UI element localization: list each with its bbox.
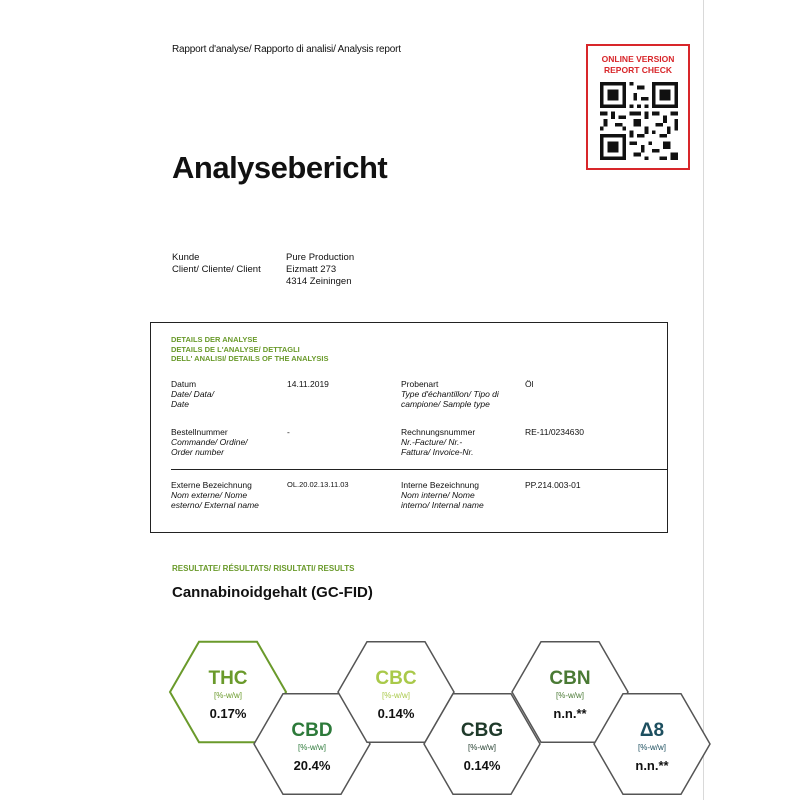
hex-name: Δ8 (639, 720, 665, 741)
qr-title (588, 54, 688, 76)
order-label-sub2: Order number (171, 447, 224, 457)
hex-unit: [%-w/w] (382, 691, 410, 700)
invoice-value: RE-11/0234630 (525, 427, 584, 437)
client-label (172, 252, 261, 276)
date-label-main: Datum (171, 379, 197, 389)
hex-unit: [%-w/w] (556, 691, 584, 700)
internal-name-label (401, 480, 484, 510)
hex-value: 20.4% (293, 758, 331, 773)
hex-value: 0.17% (209, 706, 247, 721)
date-label-sub1: Date/ Data/ (171, 389, 214, 399)
hex-name: CBN (549, 668, 591, 689)
date-value: 14.11.2019 (287, 379, 329, 389)
sample-type-label-sub1: Type d'échantillon/ Tipo di (401, 389, 499, 399)
client-address (286, 252, 354, 288)
sample-type-label-sub2: campione/ Sample type (401, 399, 490, 409)
external-name-label-sub2: esterno/ External name (171, 500, 259, 510)
analysis-details-box (150, 322, 668, 533)
hex-value: n.n.** (553, 706, 587, 721)
hex-name: CBC (375, 668, 417, 689)
order-value: - (287, 427, 290, 437)
internal-name-label-main: Interne Bezeichnung (401, 480, 479, 490)
invoice-label (401, 427, 475, 457)
details-divider (171, 469, 667, 470)
internal-name-label-sub1: Nom interne/ Nome (401, 490, 475, 500)
details-heading (171, 335, 329, 364)
client-label-line2: Client/ Cliente/ Client (172, 264, 261, 275)
hex-name: CBD (291, 720, 333, 741)
details-heading-line1: DETAILS DER ANALYSE (171, 335, 258, 344)
results-heading: RESULTATE/ RÉSULTATS/ RISULTATI/ RESULTS (172, 564, 355, 573)
invoice-label-main: Rechnungsnummer (401, 427, 476, 437)
external-name-label (171, 480, 259, 510)
order-label-main: Bestellnummer (171, 427, 228, 437)
page-title: Analysebericht (172, 150, 388, 185)
qr-title-line2: REPORT CHECK (603, 65, 672, 75)
hex-value: 0.14% (377, 706, 415, 721)
external-name-value: OL.20.02.13.11.03 (287, 480, 349, 489)
client-name: Pure Production (286, 252, 355, 263)
qr-title-line1: ONLINE VERSION (601, 54, 675, 64)
hex-name: CBG (460, 720, 504, 741)
internal-name-label-sub2: interno/ Internal name (401, 500, 484, 510)
client-label-line1: Kunde (172, 252, 200, 263)
results-title: Cannabinoidgehalt (GC-FID) (172, 584, 373, 601)
client-street: Eizmatt 273 (286, 264, 337, 275)
external-name-label-main: Externe Bezeichnung (171, 480, 252, 490)
online-report-check[interactable] (586, 44, 690, 170)
sample-type-label (401, 379, 499, 409)
hex-unit: [%-w/w] (468, 743, 496, 752)
details-heading-line2: DETAILS DE L'ANALYSE/ DETTAGLI (171, 344, 300, 354)
date-label-sub2: Date (171, 399, 189, 409)
qr-code-icon (600, 82, 678, 160)
internal-name-value: PP.214.003-01 (525, 480, 581, 490)
client-city: 4314 Zeiningen (286, 276, 352, 287)
order-label-sub1: Commande/ Ordine/ (171, 437, 248, 447)
hex-value: 0.14% (463, 758, 501, 773)
sample-type-value: Öl (525, 379, 534, 389)
hex-unit: [%-w/w] (214, 691, 242, 700)
hex-unit: [%-w/w] (638, 743, 666, 752)
hex-unit: [%-w/w] (298, 743, 326, 752)
details-heading-line3: DELL' ANALISI/ DETAILS OF THE ANALYSIS (171, 354, 329, 363)
hex-value: n.n.** (635, 758, 669, 773)
date-label (171, 379, 214, 409)
invoice-label-sub2: Fattura/ Invoice-Nr. (401, 447, 474, 457)
order-label (171, 427, 248, 457)
external-name-label-sub1: Nom externe/ Nome (171, 490, 248, 500)
sample-type-label-main: Probenart (401, 379, 439, 389)
hex-name: THC (208, 668, 248, 689)
report-subtitle: Rapport d'analyse/ Rapporto di analisi/ Analysis report (172, 44, 401, 55)
cannabinoid-hexagons (0, 640, 800, 800)
invoice-label-sub1: Nr.-Facture/ Nr.- (401, 437, 463, 447)
